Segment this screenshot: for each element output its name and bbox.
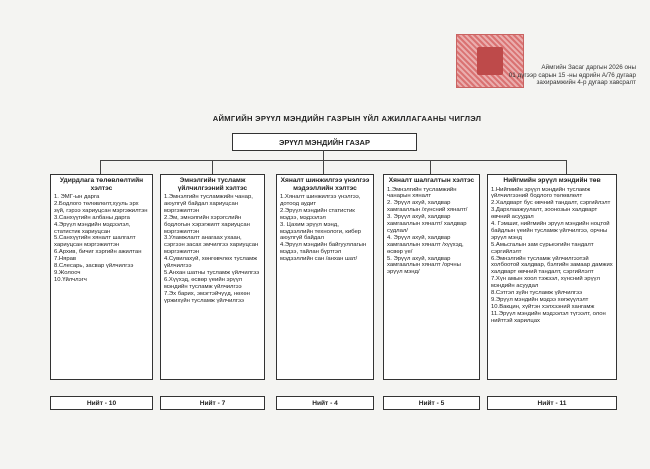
list-item: 2.Халдварт бус өвчний тандалт, сэргийлэлт xyxy=(491,200,611,207)
list-item: 10.Үйлчлэгч xyxy=(54,276,87,283)
list-item: 4.Сувилахуй, хөнгөвчлөх тусламж үйлчилгээ xyxy=(164,256,258,270)
list-item: 1.Нийгмийн эрүүл мэндийн тусламж үйлчилгээний бодлого төлөвлөлт xyxy=(491,186,591,200)
list-item: 3.Санхүүгийн албаны дарга xyxy=(54,214,130,221)
list-item: 6.Хүүхэд, өсвөр үеийн эрүүл мэндийн тусламж үйлчилгээ xyxy=(164,276,243,290)
list-item: 1.Эмнэлгийн тусламжийн чанар, аюулгүй байдал хариуцсан мэргэжилтэн xyxy=(164,194,253,214)
list-item: 3. Эрүүл ахуй, халдвар хамгааллын хяналт/ халдвар судлал/ xyxy=(387,214,467,234)
list-item: 3.Уламжлалт анагаах ухаан, сэргээн засах эмчилгээ хариуцсан мэргэжилтэн xyxy=(164,235,259,256)
department-title: Нийгмийн эрүүл мэндийн төв xyxy=(503,177,601,184)
connector-line xyxy=(212,160,213,174)
list-item: 4. Эрүүл ахуй, халдвар хамгааллын хяналт /хүүхэд, өсвөр үе/ xyxy=(387,234,464,255)
list-item: 3.Дархлаажуулалт, зоонозын халдварт өвчний асуудал xyxy=(491,207,598,221)
list-item: 3. Цахим эрүүл мэнд, мэдээллийн технологи, кибер аюулгүй байдал xyxy=(280,221,361,242)
department-title: Эмнэлгийн тусламж үйлчилгээний хэлтэс xyxy=(177,177,248,192)
department-box-planning xyxy=(50,174,153,380)
department-box-inspection xyxy=(383,174,480,380)
list-item: 9.Эрүүл мэндийн мэдээ хөгжүүлэлт xyxy=(491,297,589,303)
total-count-public-health: Нийт - 11 xyxy=(487,396,617,410)
list-item: 1. ЭМГ-ын дарга xyxy=(54,194,100,200)
connector-line xyxy=(100,160,101,174)
list-item: 10.Вакцин, хүйтэн хэлхээний хангамж xyxy=(491,303,595,310)
list-item: 4. Гэмшиг, нийгмийн эрүүл мэндийн ноцтой байдлын үеийн тусламж үйлчилгээ, орчны эрүүл мэнд xyxy=(491,221,610,241)
list-item: 1.Эмнэлгийн тусламжийн чанарын хяналт xyxy=(387,186,457,200)
department-items xyxy=(387,187,476,277)
list-item: 7.Хүн амын хоол тэжээл, хүнсний эрүүл мэндийн асуудал xyxy=(491,276,600,290)
connector-line xyxy=(323,150,324,160)
total-count-inspection: Нийт - 5 xyxy=(383,396,480,410)
list-item: 6.Эмнэлгийн тусламж үйлчилгээтэй холбоотой халдвар, бэлгийн замаар дамжих халдварт өвчний тандалт, сэргийлэлт xyxy=(491,255,613,276)
total-count-monitoring: Нийт - 4 xyxy=(276,396,374,410)
approval-line-2: 01 дүгээр сарын 15 -ны өдрийн A/76 дугаар xyxy=(508,71,636,79)
list-item: 7.Нярав xyxy=(54,256,77,263)
connector-line xyxy=(323,160,324,174)
approval-line-3: захирамжийн 4-р дугаар хавсралт xyxy=(536,79,636,87)
document-title: АЙМГИЙН ЭРҮҮЛ МЭНДИЙН ГАЗРЫН ҮЙЛ АЖИЛЛАГААНЫ ЧИГЛЭЛ xyxy=(212,114,482,123)
list-item: 2.Бодлого төлөвлөлт,хууль эрх зүй, гэрээ хариуцсан мэргэжилтэн xyxy=(54,200,148,214)
connector-line xyxy=(566,160,567,174)
approval-note xyxy=(444,64,636,87)
list-item: 5.Санхүүгийн хяналт шалгалт хариуцсан мэргэжилтэн xyxy=(54,235,136,249)
department-title: Хяналт шалгалтын хэлтэс xyxy=(388,177,475,184)
list-item: 2. Эрүүл ахуй, халдвар хамгааллын /хүнсний хяналт/ xyxy=(387,200,468,214)
list-item: 4.Эрүүл мэндийн мэдээлэл, статистик хариуцсан xyxy=(54,221,131,235)
connector-line xyxy=(430,160,431,174)
department-title: Хяналт шинжилгээ үнэлгээ мэдээллийн хэлтэс xyxy=(280,177,370,192)
department-items xyxy=(491,187,613,325)
total-count-medical-care: Нийт - 7 xyxy=(160,396,265,410)
department-title: Удирдлага төлөвлөлтийн хэлтэс xyxy=(59,177,144,192)
department-items xyxy=(280,194,370,263)
list-item: 2.Эм, эмнэлгийн хэрэгслийн бодлогын хэрэгжилт хариуцсан мэргэжилтэн xyxy=(164,214,250,235)
list-item: 8.Сэтгэл зүйн тусламж үйлчилгээ xyxy=(491,290,583,297)
department-box-public-health xyxy=(487,174,617,380)
connector-line xyxy=(100,160,566,161)
list-item: 7.Эх барих, эмэгтэйчүүд, нөхөн үржихүйн тусламж үйлчилгээ xyxy=(164,290,250,304)
department-box-medical-care xyxy=(160,174,265,380)
total-count-planning: Нийт - 10 xyxy=(50,396,153,410)
list-item: 5. Эрүүл ахуй, халдвар хамгааллын хяналт /орчны эрүүл мэнд/ xyxy=(387,255,461,276)
approval-line-1: Аймгийн Засаг даргын 2026 оны xyxy=(541,64,636,71)
list-item: 1.Хяналт шинжилгээ үнэлгээ, дотоод аудит xyxy=(280,194,361,207)
list-item: 8.Слесарь, засвар үйлчилгээ xyxy=(54,263,134,270)
department-items xyxy=(54,194,149,284)
department-box-monitoring xyxy=(276,174,374,380)
list-item: 9.Жолооч xyxy=(54,269,81,276)
head-department-box: ЭРҮҮЛ МЭНДИЙН ГАЗАР xyxy=(232,133,417,151)
list-item: 4.Эрүүл мэндийн байгууллагын мэдээ, тайлан бүртгэл мэдээллийн сан /анхан шат/ xyxy=(280,242,367,263)
list-item: 6.Архив, бичиг хэргийн ажилтан xyxy=(54,249,142,256)
list-item: 5.Амьсгалын зам сүрьеэгийн тандалт сэргийлэлт xyxy=(491,241,594,255)
department-items xyxy=(164,194,261,305)
list-item: 5.Анхан шатны тусламж үйлчилгээ xyxy=(164,269,260,276)
list-item: 2.Эрүүл мэндийн статистик мэдээ, мэдээлэл xyxy=(280,207,355,221)
list-item: 11.Эрүүл мэндийн мэдээлэл түгээлт, олон нийттэй харилцах xyxy=(491,310,606,324)
